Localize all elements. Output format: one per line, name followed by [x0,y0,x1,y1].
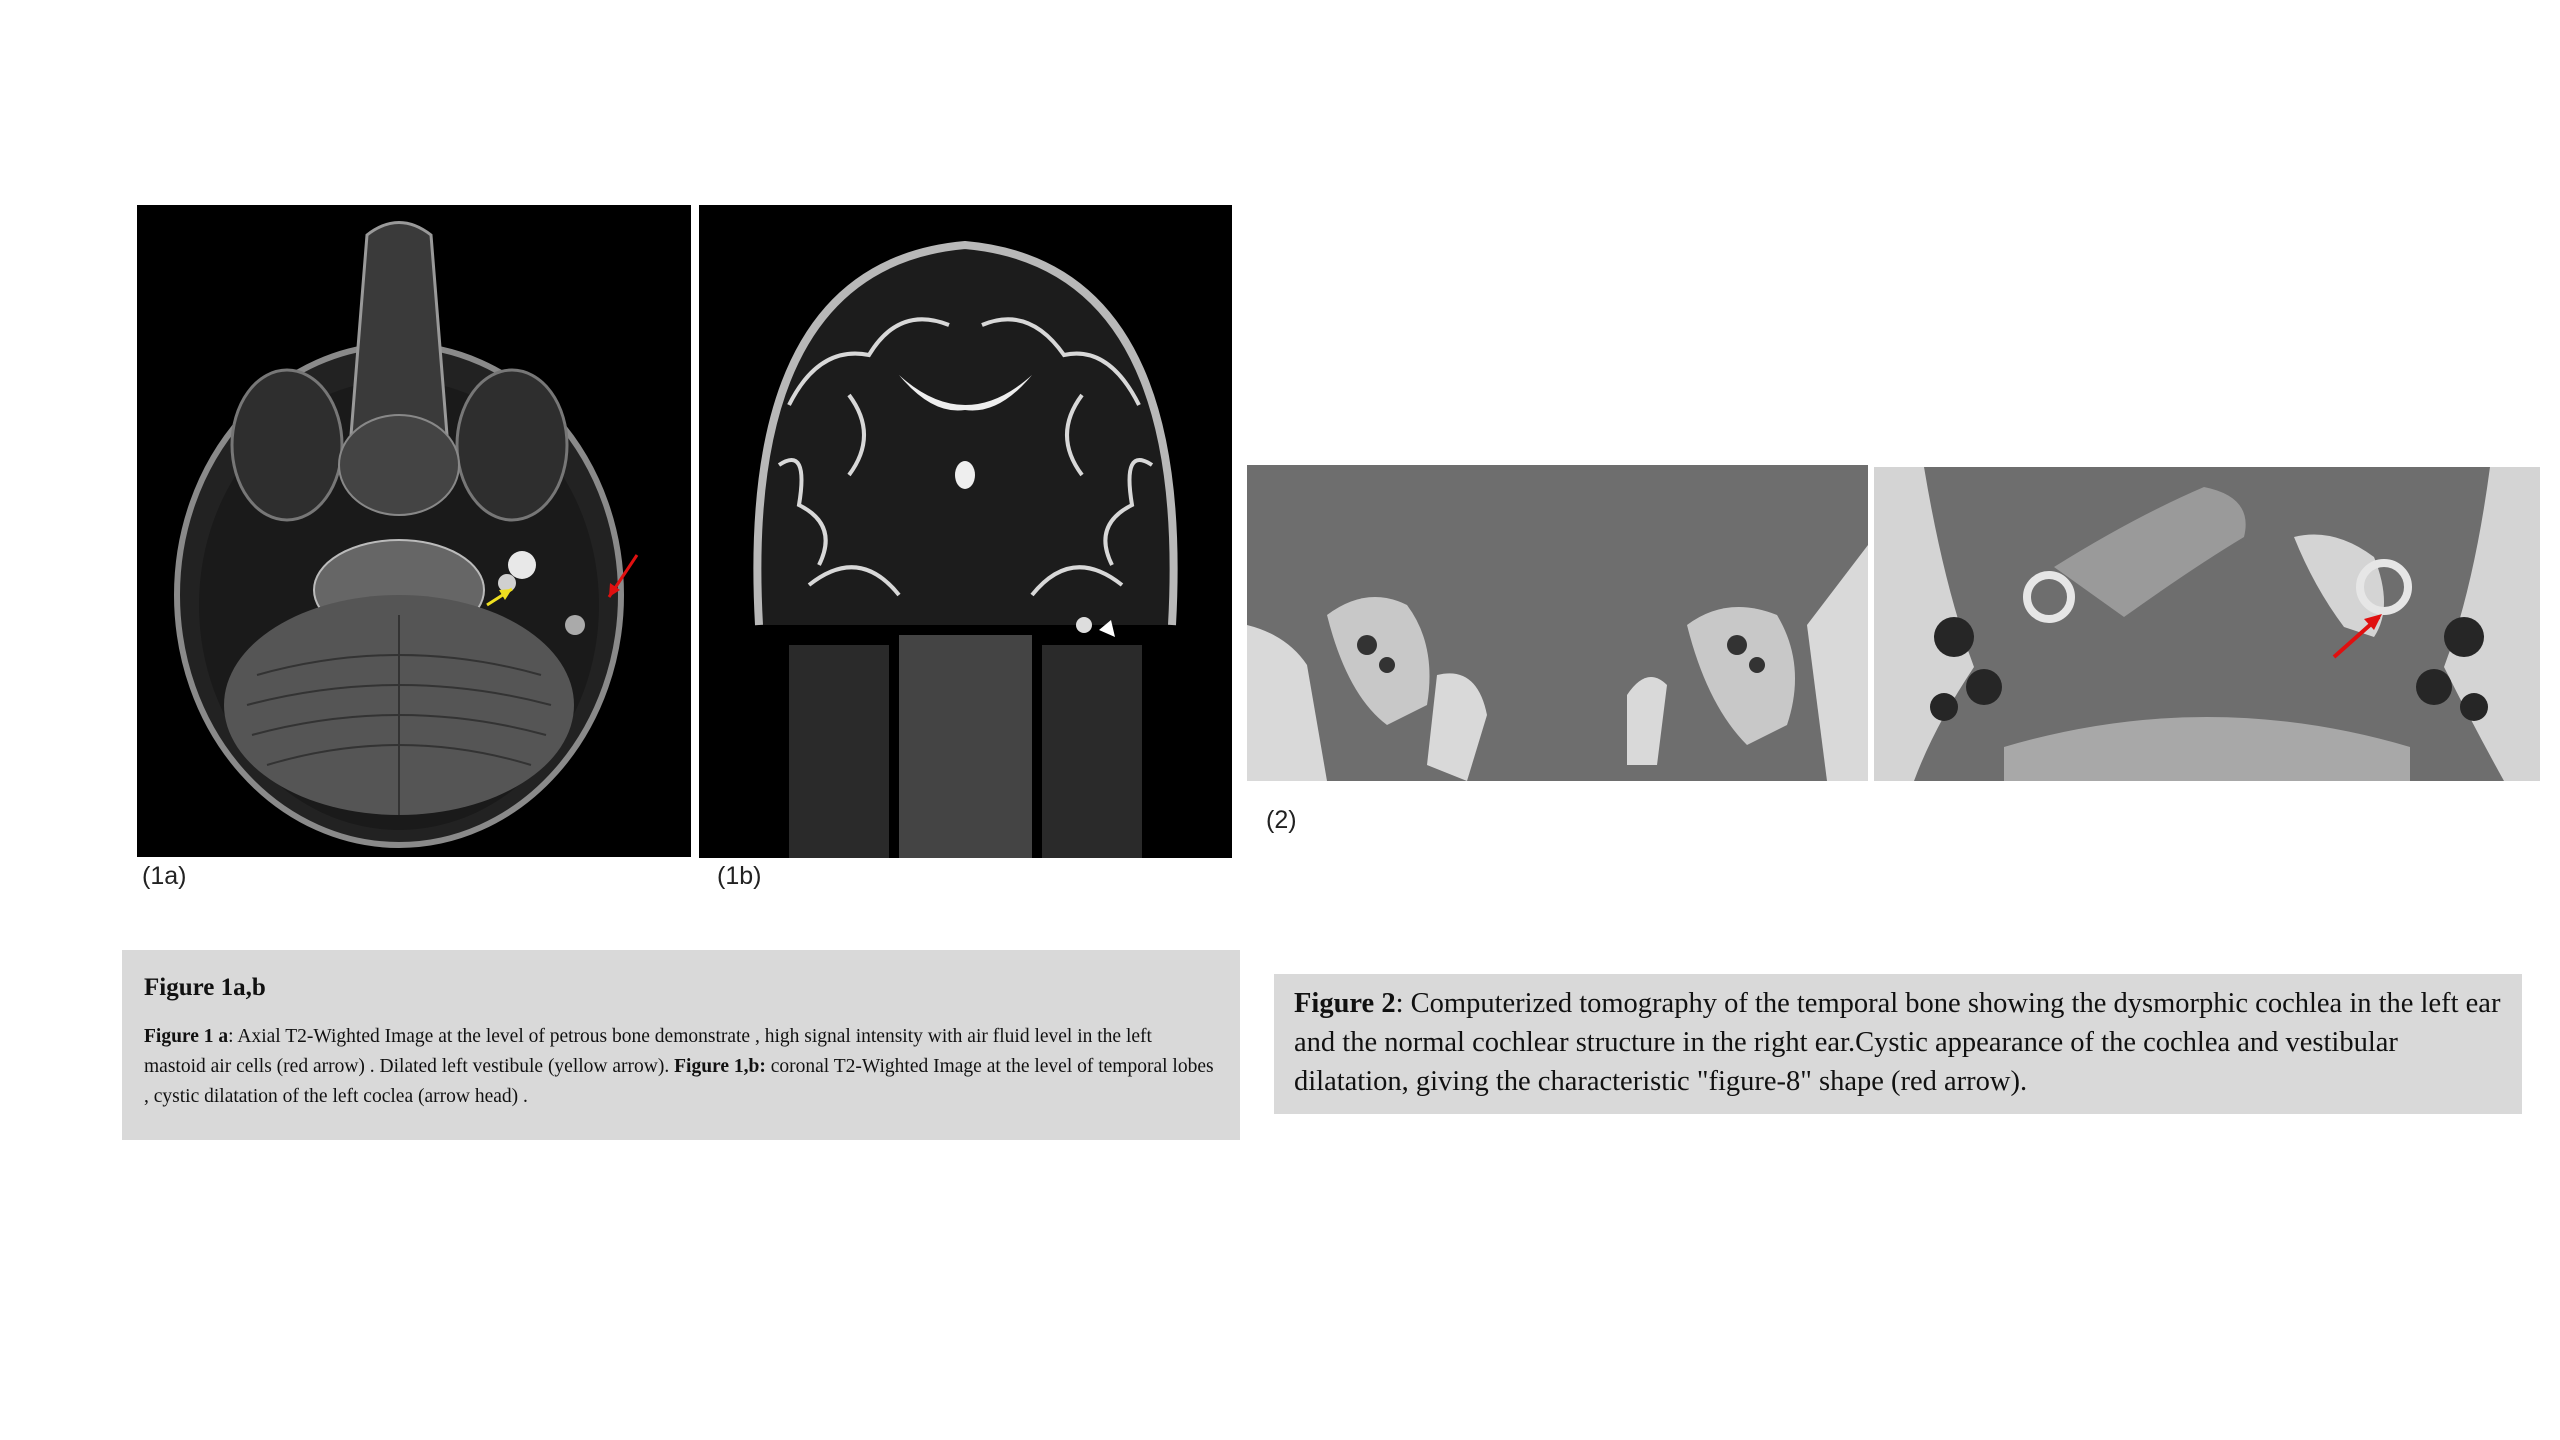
figure-1-caption-body [144,1022,1218,1112]
figure-1-caption-title: Figure 1a,b [144,974,266,1001]
figure-1b-image [699,205,1232,858]
figure-1b-caption-text: coronal T2-Wighted Image at the level of temporal lobes , cystic dilatation of the left coclea (arrow head) . [144,1056,1214,1107]
figure-1a-caption-text: : Axial T2-Wighted Image at the level of petrous bone demonstrate , high signal intensity with air fluid level in the left mastoid air cells (red arrow) . Dilated left vestibule (yellow arrow). [144,1026,1152,1077]
figure-2-right-image [1874,467,2540,781]
figure-1-caption [122,950,1240,1140]
figure-1b-caption-heading: Figure 1,b: [674,1056,766,1077]
figure-1a-image [137,205,691,857]
figure-2-caption-text: : Computerized tomography of the temporal bone showing the dysmorphic cochlea in the left ear and the normal cochlear structure in the right ear.Cystic appearance of the cochlea and vestibular dilatation, giving the characteristic "figure-8" shape (red arrow). [1294,988,2501,1097]
figure-1b-label: (1b) [717,862,762,890]
figure-2-caption-body [1294,984,2502,1101]
figure-1a-label: (1a) [142,862,187,890]
figure-1a-caption-heading: Figure 1 a [144,1026,229,1047]
figure-2-caption [1274,974,2522,1114]
figure-2-left-image [1247,465,1868,781]
figure-2-label: (2) [1266,806,1297,834]
figure-2-caption-heading: Figure 2 [1294,988,1396,1019]
